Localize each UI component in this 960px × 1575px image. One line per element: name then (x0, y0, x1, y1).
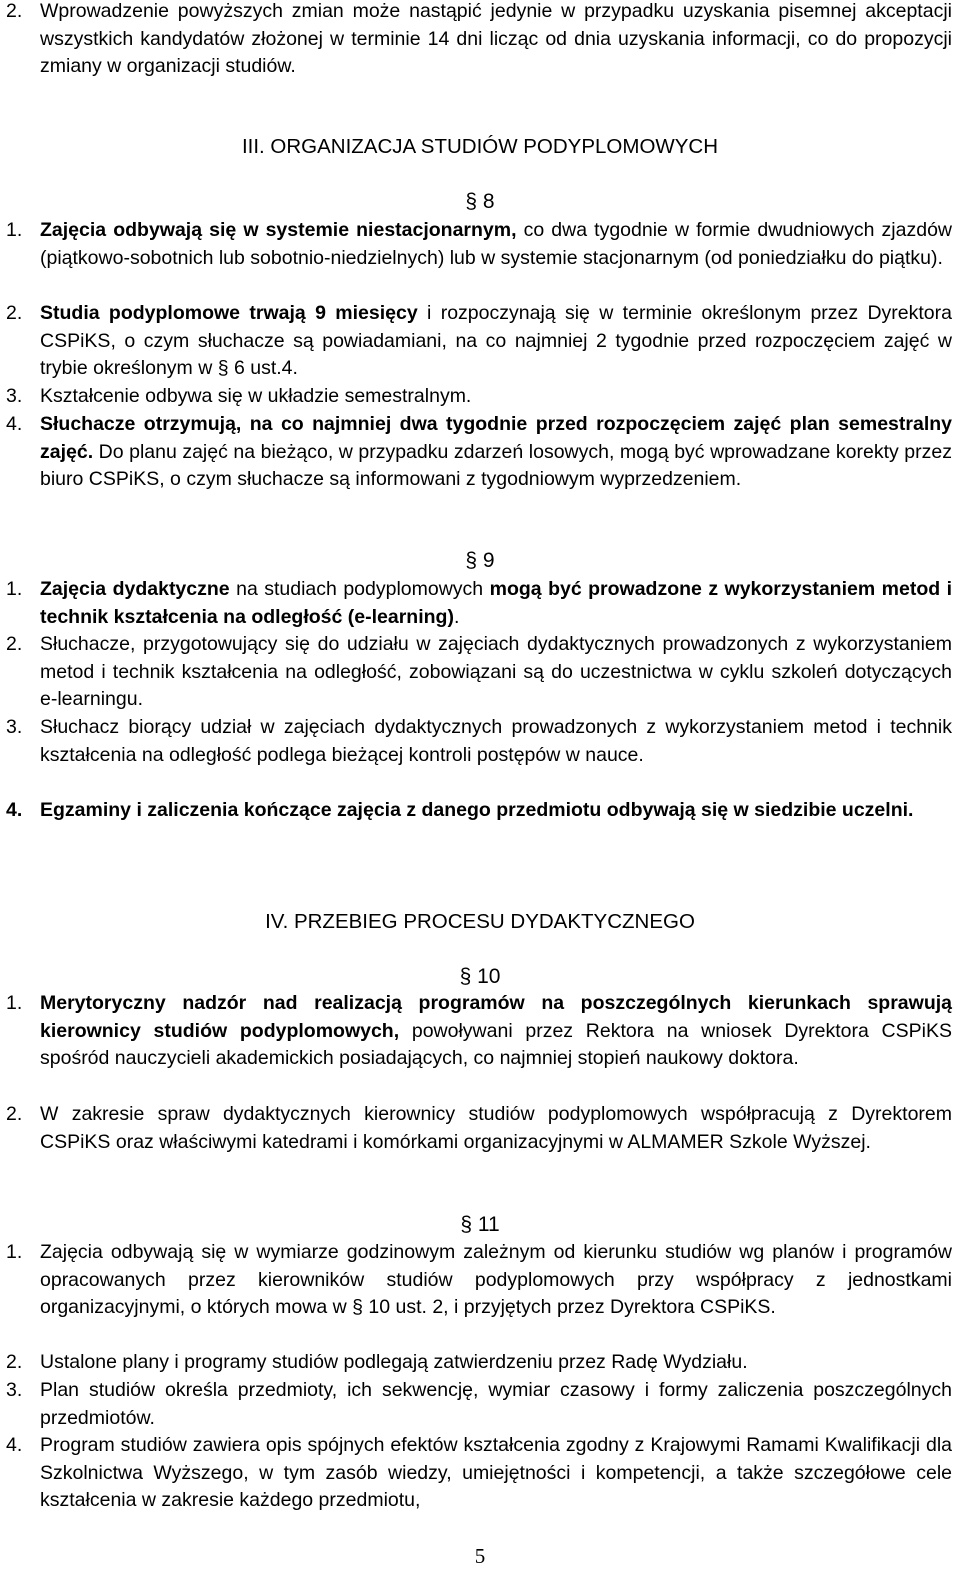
item-text: Program studiów zawiera opis spójnych efektów kształcenia zgodny z Krajowymi Ramami Kwalifikacji dla Szkolnictwa Wyższego, w tym zasób wiedzy, umiejętności i kompetencji, a także szczegółowe cele kształcenia w zakresie każdego przedmiotu, (40, 1434, 952, 1512)
section-title: IV. PRZEBIEG PROCESU DYDAKTYCZNEGO (265, 910, 695, 933)
section-title: III. ORGANIZACJA STUDIÓW PODYPLOMOWYCH (241, 135, 719, 158)
list-item (6, 383, 952, 411)
bold-phrase: Zajęcia odbywają się w systemie niestacjonarnym, (40, 219, 517, 241)
item-text (40, 300, 952, 383)
bold-phrase: Zajęcia dydaktyczne (40, 578, 230, 600)
item-number: 2. (6, 633, 23, 655)
item-text: Plan studiów określa przedmioty, ich sekwencję, wymiar czasowy i formy zaliczenia poszczególnych przedmiotów. (40, 1379, 952, 1429)
list-item (6, 300, 952, 383)
text-rest: powoływani przez Rektora na wniosek Dyrektora CSPiKS spośród nauczycieli akademickich posiadających, co najmniej stopień naukowy doktora. (40, 1019, 952, 1070)
bold-phrase: Merytoryczny nadzór nad realizacją programów na poszczególnych kierunkach sprawują kierownicy studiów podyplomowych, (40, 992, 952, 1042)
text-rest: i rozpoczynają się w terminie określonym przez Dyrektora CSPiKS, o czym słuchacze są powiadamiani, na co najmniej 2 tygodnie przed rozpoczęciem zajęć w trybie określonym w § 6 ust.4. (40, 302, 952, 380)
list-item (6, 0, 952, 81)
bold-phrase: Słuchacze otrzymują, na co najmniej dwa tygodnie przed rozpoczęciem zajęć plan semestralny zajęć. (40, 413, 952, 463)
list-item (6, 411, 952, 494)
text-rest: Do planu zajęć na bieżąco, w przypadku zdarzeń losowych, mogą być wprowadzane korekty przez biuro CSPiKS, o czym słuchacze są informowani z tygodniowym wyprzedzeniem. (40, 440, 952, 491)
paragraph-heading: § 9 (465, 549, 495, 572)
list-item (6, 1101, 952, 1156)
text-mid: na studiach podyplomowych (229, 578, 490, 600)
item-number: 1. (6, 1241, 23, 1263)
item-text: Słuchacz biorący udział w zajęciach dydaktycznych prowadzonych z wykorzystaniem metod i technik kształcenia na odległość podlega bieżącej kontroli postępów w nauce. (40, 716, 952, 766)
item-text: Zajęcia odbywają się w wymiarze godzinowym zależnym od kierunku studiów wg planów i programów opracowanych przez kierowników studiów podyplomowych przy współpracy z jednostkami organizacyjnymi, o których mowa w § 10 ust. 2, i przyjętych przez Dyrektora CSPiKS. (40, 1241, 952, 1319)
item-number: 3. (6, 716, 23, 738)
item-number: 2. (6, 1351, 23, 1373)
list-item (6, 990, 952, 1073)
item-text: Słuchacze, przygotowujący się do udziału w zajęciach dydaktycznych prowadzonych z wykorzystaniem metod i technik kształcenia na odległość, zobowiązani są do uczestnictwa w cyklu szkoleń dotyczących e-learningu. (40, 633, 952, 711)
item-text (40, 411, 952, 494)
item-number: 3. (6, 385, 23, 407)
page-number: 5 (474, 1544, 486, 1568)
item-number: 1. (6, 992, 23, 1014)
text-end: . (453, 605, 460, 628)
item-number: 4. (6, 413, 23, 435)
item-text: Wprowadzenie powyższych zmian może nastąpić jedynie w przypadku uzyskania pisemnej akceptacji wszystkich kandydatów złożonej w terminie 14 dni licząc od dnia uzyskania informacji, co do propozycji zmiany w organizacji studiów. (40, 0, 952, 78)
list-item (6, 1377, 952, 1432)
list-item (6, 714, 952, 769)
item-number: 4. (6, 799, 23, 821)
item-number: 4. (6, 1434, 23, 1456)
item-text: Ustalone plany i programy studiów podlegają zatwierdzeniu przez Radę Wydziału. (40, 1351, 748, 1373)
item-number: 2. (6, 0, 23, 22)
list-item (6, 217, 952, 272)
list-item (6, 797, 952, 825)
list-item (6, 1432, 952, 1515)
item-text: Kształcenie odbywa się w układzie semestralnym. (40, 385, 472, 407)
list-item (6, 631, 952, 714)
paragraph-heading: § 10 (459, 965, 501, 988)
item-text (40, 576, 952, 631)
item-number: 1. (6, 219, 23, 241)
item-text (40, 217, 952, 272)
bold-phrase: Egzaminy i zaliczenia kończące zajęcia z danego przedmiotu odbywają się w siedzibie uczelni. (40, 799, 914, 821)
item-number: 1. (6, 578, 23, 600)
item-text (40, 990, 952, 1073)
item-number: 3. (6, 1379, 23, 1401)
list-item (6, 1239, 952, 1322)
item-number: 2. (6, 302, 23, 324)
item-text: W zakresie spraw dydaktycznych kierownicy studiów podyplomowych współpracują z Dyrektorem CSPiKS oraz właściwymi katedrami i komórkami organizacyjnymi w ALMAMER Szkole Wyższej. (40, 1103, 952, 1153)
bold-phrase: Studia podyplomowe trwają 9 miesięcy (40, 302, 418, 324)
paragraph-heading: § 8 (465, 190, 495, 213)
paragraph-heading: § 11 (460, 1213, 500, 1236)
list-item (6, 1349, 952, 1377)
item-text (40, 797, 952, 825)
text-rest: co dwa tygodnie w formie dwudniowych zjazdów (piątkowo-sobotnich lub sobotnio-niedzielnych) lub w systemie stacjonarnym (od poniedziałku do piątku). (40, 219, 952, 269)
item-number: 2. (6, 1103, 23, 1125)
list-item (6, 576, 952, 631)
bold-phrase: mogą być prowadzone z wykorzystaniem metod i technik kształcenia na odległość (e-learning) (40, 578, 953, 628)
